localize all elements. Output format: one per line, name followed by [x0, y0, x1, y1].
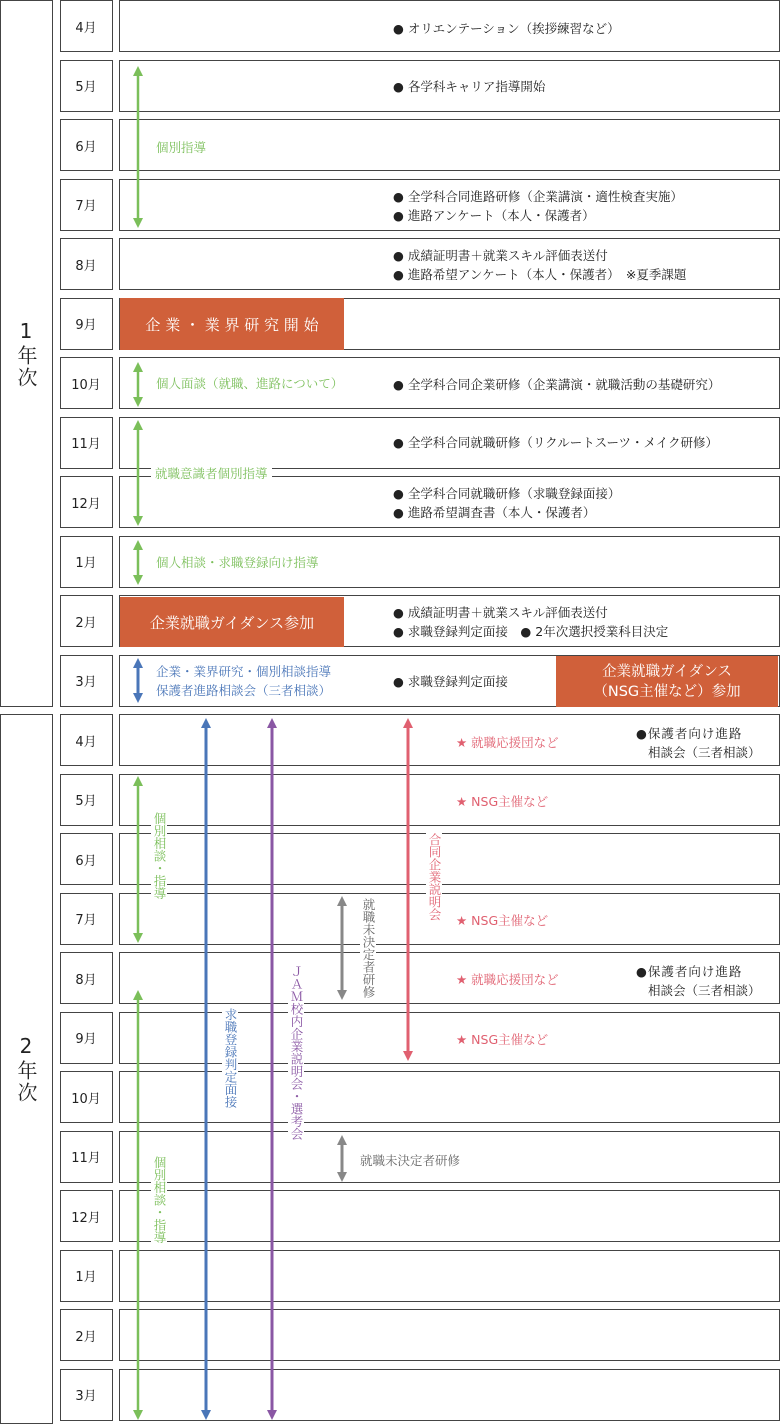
y1-aug-text2: ● 進路希望アンケート（本人・保護者） ※夏季課題 — [393, 267, 687, 282]
y1-feb-box: 企業就職ガイダンス参加 — [120, 597, 344, 647]
arrow-y1-kobetsu — [133, 66, 143, 228]
y1-jul-text2: ● 進路アンケート（本人・保護者） — [393, 208, 595, 223]
y2-hogosha-2b: 相談会（三者相談） — [648, 983, 761, 998]
year-label-1: 1年次 — [14, 318, 38, 389]
month-label: 5月 — [75, 794, 97, 809]
y2-hogosha-2a: ●保護者向け進路 — [636, 964, 743, 979]
y1-sep-box: 企 業 ・ 業 界 研 究 開 始 — [120, 298, 344, 350]
month-label: 9月 — [75, 1032, 97, 1047]
y1-mar-left1: 企業・業界研究・個別相談指導 — [156, 664, 332, 679]
y2-kyushoku-vertical: 求職登録判定面接 — [223, 1008, 238, 1108]
y2-hogosha-1a: ●保護者向け進路 — [636, 726, 743, 741]
month-label: 11月 — [71, 437, 101, 452]
month-label: 6月 — [75, 853, 97, 869]
month-label: 8月 — [75, 972, 97, 988]
y1-oct-left: 個人面談（就職、進路について） — [156, 376, 344, 391]
y2-mikettei-vertical: 就職未決定者研修 — [361, 898, 376, 998]
month-label: 8月 — [75, 258, 97, 274]
year-label-2: 2年次 — [14, 1034, 38, 1104]
month-label: 1月 — [75, 556, 97, 571]
arrow-y2-kobetsu-1 — [133, 776, 143, 943]
y2-kobetsu-vertical-1: 個別相談・指導 — [152, 812, 167, 900]
y1-may-text: ● 各学科キャリア指導開始 — [393, 79, 546, 94]
arrow-y1-mar — [133, 658, 143, 703]
y2-aug-pink: ★ 就職応援団など — [456, 972, 559, 987]
arrow-y2-kobetsu-2 — [133, 990, 143, 1420]
month-label: 4月 — [75, 20, 97, 36]
month-label: 12月 — [71, 1210, 101, 1226]
month-label: 6月 — [75, 139, 97, 155]
arrow-y1-novdec — [133, 420, 143, 526]
month-label: 5月 — [75, 80, 97, 95]
y1-kobetsu-label: 個別指導 — [156, 140, 207, 155]
arrow-y2-mikettei-2 — [337, 1135, 347, 1182]
month-label: 10月 — [71, 1091, 101, 1107]
y1-jul-text1: ● 全学科合同進路研修（企業講演・適性検査実施） — [393, 189, 683, 204]
arrow-y2-goudou — [403, 718, 413, 1061]
y2-jul-pink: ★ NSG主催など — [456, 913, 549, 928]
arrow-y2-mikettei-1 — [337, 896, 347, 1000]
y1-feb-text1: ● 成績証明書＋就業スキル評価表送付 — [393, 605, 608, 620]
y2-apr-pink: ★ 就職応援団など — [456, 735, 559, 750]
y2-may-pink: ★ NSG主催など — [456, 794, 549, 809]
y1-nov-right: ● 全学科合同就職研修（リクルートスーツ・メイク研修） — [393, 435, 719, 450]
arrow-y1-oct — [133, 362, 143, 407]
y2-jam-vertical: ＪＡＭ校内企業説明会・選考会 — [289, 965, 304, 1140]
y1-mar-box: 企業就職ガイダンス（NSG主催など）参加 — [556, 656, 778, 707]
month-label: 11月 — [71, 1151, 101, 1166]
y1-apr-text: ● オリエンテーション（挨拶練習など） — [393, 21, 620, 36]
y2-nov-gray: 就職未決定者研修 — [360, 1153, 461, 1168]
arrow-y2-jam — [267, 718, 277, 1420]
y2-goudou-vertical: 合同企業説明会 — [427, 833, 442, 921]
month-label: 12月 — [71, 496, 101, 512]
y1-feb-text2: ● 求職登録判定面接 ● 2年次選択授業科目決定 — [393, 624, 669, 639]
month-label: 10月 — [71, 377, 101, 393]
month-label: 2月 — [75, 615, 97, 631]
y1-oct-right: ● 全学科合同企業研修（企業講演・就職活動の基礎研究） — [393, 377, 721, 392]
y2-kobetsu-vertical-2: 個別相談・指導 — [152, 1156, 167, 1244]
month-label: 7月 — [75, 913, 97, 928]
y1-mar-mid: ● 求職登録判定面接 — [393, 674, 508, 689]
month-label: 9月 — [75, 318, 97, 333]
arrow-y2-kyushoku — [201, 718, 211, 1420]
month-label: 7月 — [75, 199, 97, 214]
y1-jan-left: 個人相談・求職登録向け指導 — [156, 555, 319, 570]
arrow-y1-jan — [133, 540, 143, 585]
y2-sep-pink: ★ NSG主催など — [456, 1032, 549, 1047]
month-label: 2月 — [75, 1329, 97, 1345]
y1-aug-text1: ● 成績証明書＋就業スキル評価表送付 — [393, 248, 608, 263]
y1-novdec-left: 就職意識者個別指導 — [151, 464, 272, 483]
y1-mar-left2: 保護者進路相談会（三者相談） — [156, 683, 332, 698]
month-label: 3月 — [75, 675, 97, 690]
y1-dec-text2: ● 進路希望調査書（本人・保護者） — [393, 505, 596, 520]
month-label: 4月 — [75, 734, 97, 750]
y2-hogosha-1b: 相談会（三者相談） — [648, 745, 761, 760]
month-label: 3月 — [75, 1389, 97, 1404]
y1-dec-text1: ● 全学科合同就職研修（求職登録面接） — [393, 486, 621, 501]
month-label: 1月 — [75, 1270, 97, 1285]
